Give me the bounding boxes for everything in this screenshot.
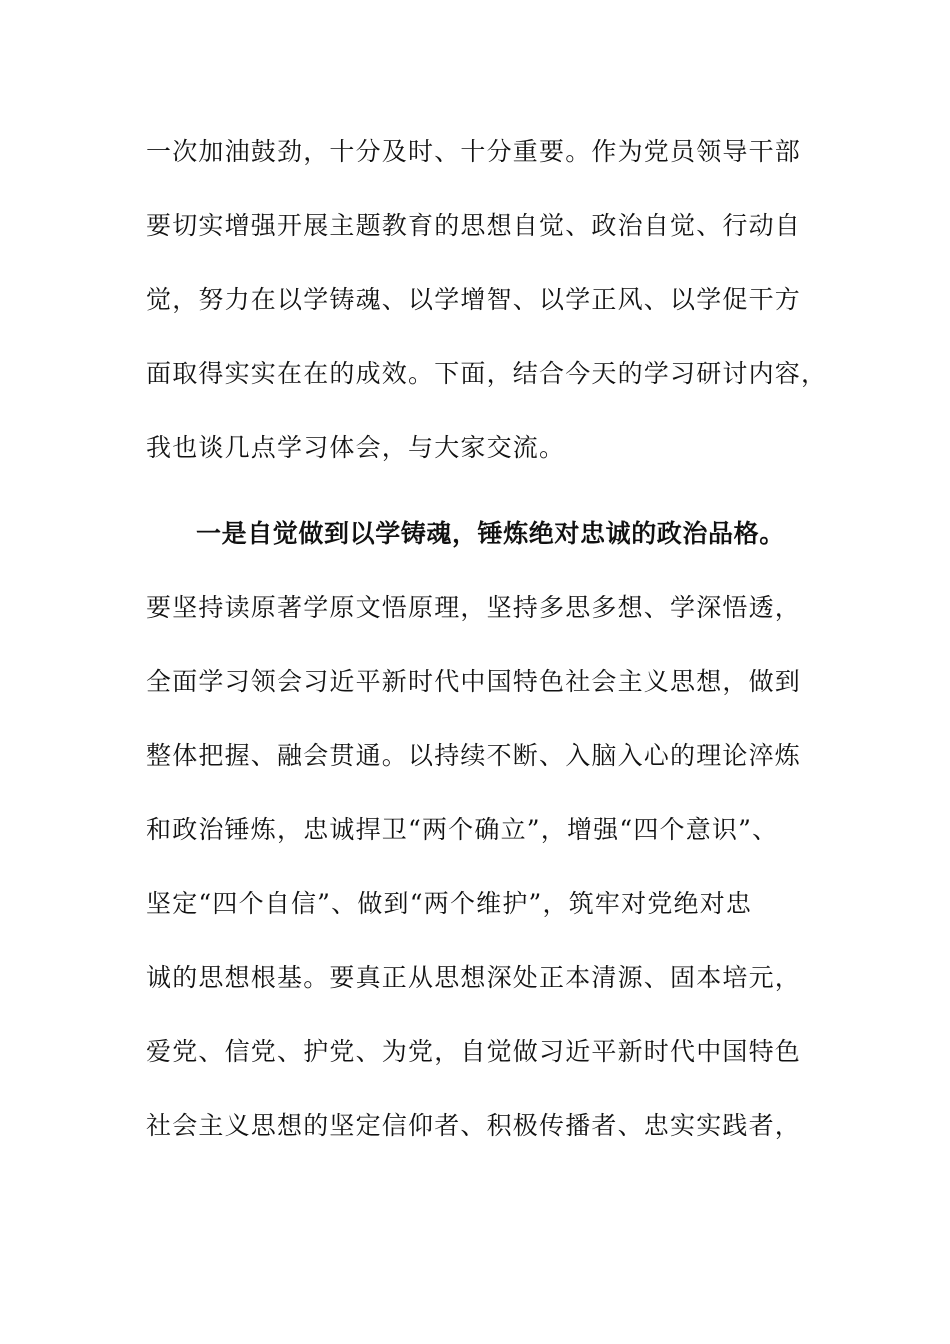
paragraph-line: 面取得实实在在的成效。下面，结合今天的学习研讨内容， — [146, 359, 828, 388]
paragraph-line: 我也谈几点学习体会，与大家交流。 — [146, 433, 566, 462]
paragraph-line: 社会主义思想的坚定信仰者、积极传播者、忠实实践者， — [146, 1111, 802, 1140]
section-heading: 一是自觉做到以学铸魂，锤炼绝对忠诚的政治品格。 — [196, 519, 785, 548]
paragraph-line: 坚定“四个自信”、做到“两个维护”，筑牢对党绝对忠 — [146, 889, 753, 918]
paragraph-line: 一次加油鼓劲，十分及时、十分重要。作为党员领导干部 — [146, 137, 802, 166]
paragraph-line: 整体把握、融会贯通。以持续不断、入脑入心的理论淬炼 — [146, 741, 802, 770]
paragraph-line: 要坚持读原著学原文悟原理，坚持多思多想、学深悟透， — [146, 593, 802, 622]
paragraph-line: 诚的思想根基。要真正从思想深处正本清源、固本培元， — [146, 963, 802, 992]
paragraph-line: 全面学习领会习近平新时代中国特色社会主义思想，做到 — [146, 667, 802, 696]
paragraph-line: 爱党、信党、护党、为党，自觉做习近平新时代中国特色 — [146, 1037, 802, 1066]
paragraph-line: 觉，努力在以学铸魂、以学增智、以学正风、以学促干方 — [146, 285, 802, 314]
paragraph-line: 要切实增强开展主题教育的思想自觉、政治自觉、行动自 — [146, 211, 802, 240]
paragraph-line: 和政治锤炼，忠诚捍卫“两个确立”，增强“四个意识”、 — [146, 815, 779, 844]
